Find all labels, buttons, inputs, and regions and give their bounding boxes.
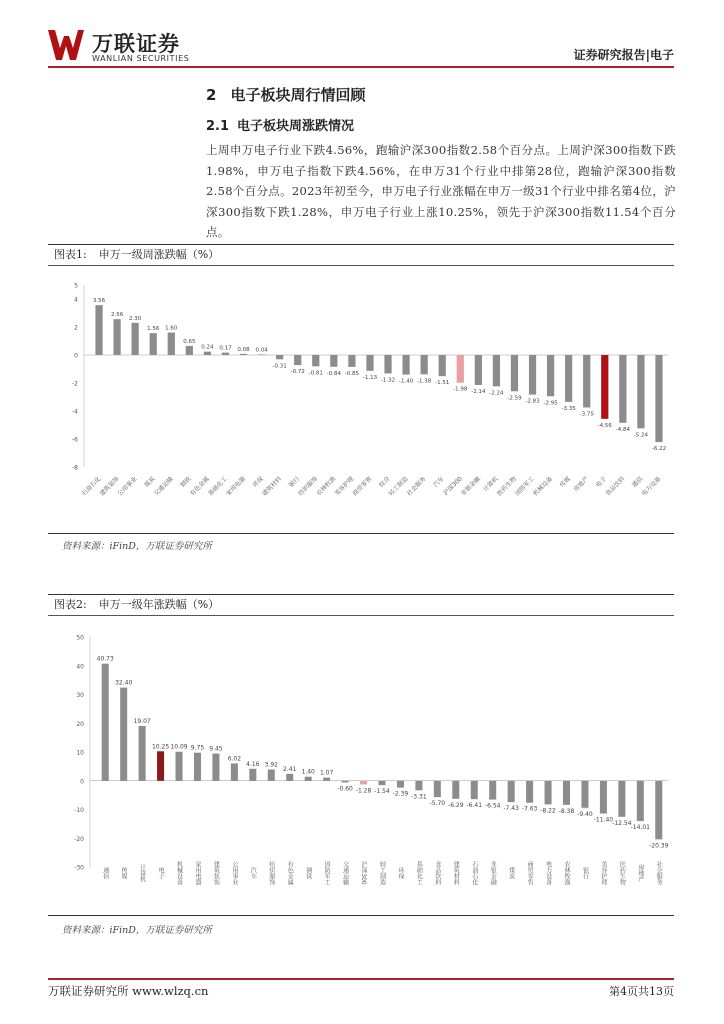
- category-label: 电子: [157, 867, 165, 879]
- bar: [132, 323, 139, 355]
- figure-1-source: 资料来源：iFinD，万联证券研究所: [62, 541, 212, 552]
- category-label: 机械设备: [532, 475, 555, 498]
- bar-value-label: -1.32: [380, 377, 396, 384]
- bar: [240, 354, 247, 355]
- bar: [212, 754, 219, 781]
- bar: [581, 781, 588, 808]
- category-label: 医药生物: [618, 861, 626, 885]
- category-label: 家用电器: [193, 861, 201, 885]
- bar: [294, 355, 301, 365]
- bar: [249, 769, 256, 781]
- bar-value-label: -4.56: [597, 422, 612, 429]
- bar-value-label: 3.92: [264, 761, 278, 769]
- y-tick-label: 0: [80, 778, 84, 786]
- bar-value-label: 19.07: [133, 717, 151, 725]
- document-type: 证券研究报告|电子: [573, 48, 674, 62]
- bar-value-label: 1.40: [301, 768, 315, 776]
- category-label: 农林牧渔: [315, 475, 338, 498]
- y-tick-label: 20: [76, 720, 84, 728]
- y-tick-label: -8: [72, 464, 78, 472]
- bar: [168, 333, 175, 355]
- bar: [511, 355, 518, 391]
- y-tick-label: -20: [74, 835, 84, 843]
- bar: [565, 355, 572, 402]
- figure-1: [48, 244, 674, 534]
- category-label: 非银金融: [459, 475, 482, 498]
- bar-value-label: 0.17: [219, 345, 232, 352]
- category-label: 传媒: [558, 475, 573, 489]
- bar-value-label: -4.84: [615, 426, 630, 433]
- category-label: 纺织服饰: [267, 861, 275, 885]
- bar-value-label: -1.28: [355, 787, 372, 795]
- category-label: 基础化工: [206, 475, 229, 498]
- bar: [258, 354, 265, 355]
- bar: [619, 355, 626, 423]
- bar: [305, 777, 312, 781]
- category-label: 石油石化: [80, 475, 103, 498]
- category-label: 电力设备: [544, 861, 552, 885]
- bar: [231, 763, 238, 780]
- bar: [508, 781, 515, 802]
- category-label: 汽车: [432, 475, 446, 489]
- y-tick-label: 2: [74, 324, 78, 332]
- bar-value-label: 2.30: [129, 315, 142, 322]
- bar-value-label: -6.22: [651, 446, 667, 453]
- category-label: 房地产: [572, 475, 591, 494]
- bar: [637, 355, 644, 428]
- bar-value-label: -8.22: [540, 807, 556, 815]
- category-label: 沪深300: [442, 475, 464, 497]
- y-tick-label: 10: [76, 749, 84, 757]
- bar: [452, 781, 459, 799]
- bar-value-label: 2.56: [110, 312, 124, 319]
- category-label: 医药生物: [495, 475, 518, 498]
- bar: [493, 355, 500, 386]
- bar-value-label: -6.29: [448, 801, 464, 809]
- bar-value-label: 0.65: [183, 338, 196, 345]
- bar-value-label: 3.56: [92, 298, 106, 305]
- bar: [286, 774, 293, 781]
- category-label: 煤炭: [507, 867, 515, 879]
- category-label: 银行: [287, 475, 302, 489]
- bar: [120, 688, 127, 781]
- category-label: 机械设备: [175, 861, 183, 885]
- figure-1-title: 申万一级周涨跌幅（%）: [98, 248, 220, 261]
- figure-2: [48, 594, 674, 916]
- section-number: 2: [206, 86, 217, 104]
- category-label: 建筑材料: [261, 475, 284, 498]
- bar: [471, 781, 478, 799]
- bar: [176, 752, 183, 781]
- bar-value-label: -1.40: [398, 378, 414, 385]
- bar: [563, 781, 570, 805]
- bar: [194, 753, 201, 781]
- bar-value-label: 0.24: [201, 344, 214, 351]
- bar-value-label: -5.70: [429, 800, 446, 808]
- page-header: [48, 28, 674, 70]
- y-tick-label: 0: [74, 352, 78, 360]
- footer-page-number: 第4页共13页: [609, 985, 674, 998]
- category-label: 传媒: [120, 867, 128, 879]
- figure-2-title-bar: [48, 595, 674, 616]
- bar-value-label: -2.83: [525, 398, 540, 405]
- body-paragraph: 上周申万电子行业下跌4.56%，跑输沪深300指数2.58个百分点。上周沪深300指数下跌1.98%，申万电子指数下跌4.56%，在申万31个行业中排第28位，跑输沪深300指数2.58个百分点。2023年初至今，申万电子行业涨幅在申万一级31个行业中排名第4位，沪深300指数下跌1.28%，申万电子行业上涨10.25%，领先于沪深300指数11.54个百分点。: [206, 143, 676, 239]
- category-label: 计算机: [482, 475, 500, 494]
- y-tick-label: 40: [76, 663, 84, 671]
- y-tick-label: 5: [74, 282, 78, 290]
- category-label: 综合: [377, 475, 392, 489]
- bar-value-label: -0.72: [290, 369, 305, 376]
- bar-value-label: 2.41: [283, 765, 297, 773]
- category-label: 社会服务: [655, 861, 663, 885]
- y-tick-label: -4: [72, 408, 78, 416]
- category-label: 商贸零售: [526, 861, 534, 885]
- y-tick-label: 30: [76, 692, 84, 699]
- bar-value-label: -9.40: [577, 810, 593, 818]
- bar-value-label: -3.31: [411, 793, 427, 801]
- bar-value-label: -2.59: [507, 395, 522, 402]
- bar: [421, 355, 428, 374]
- category-label: 钢铁: [304, 867, 312, 879]
- category-label: 基础化工: [415, 861, 423, 885]
- bar-value-label: -0.60: [337, 785, 353, 793]
- wanlian-logo-icon: [48, 30, 84, 60]
- bar-value-label: 9.75: [190, 744, 205, 752]
- bar-value-label: -2.39: [392, 790, 409, 798]
- bar-value-label: 9.45: [209, 745, 223, 753]
- footer-divider: [48, 978, 674, 980]
- bar-value-label: 32.40: [115, 679, 133, 687]
- category-label: 钢铁: [179, 475, 193, 489]
- category-label: 建筑装饰: [212, 861, 220, 885]
- y-tick-label: -2: [72, 380, 78, 388]
- bar: [526, 781, 533, 803]
- bar: [583, 355, 590, 408]
- bar-value-label: -0.85: [344, 370, 360, 377]
- bar: [402, 355, 409, 375]
- bar: [366, 355, 373, 371]
- bar: [439, 355, 446, 376]
- category-label: 非银金融: [489, 861, 497, 885]
- category-label: 公用事业: [116, 475, 139, 498]
- subsection-number: 2.1: [206, 119, 230, 134]
- bar-value-label: -5.24: [633, 432, 649, 439]
- bar-value-label: 1.60: [165, 325, 178, 332]
- bar: [312, 355, 319, 366]
- category-label: 有色金属: [286, 861, 294, 885]
- bar-value-label: -3.75: [579, 411, 594, 418]
- bar-value-label: -0.84: [326, 370, 341, 377]
- category-label: 美容护理: [599, 861, 607, 885]
- bar-value-label: -6.41: [466, 802, 483, 810]
- bar: [600, 781, 607, 814]
- bar-value-label: -8.38: [558, 807, 575, 815]
- bar-value-label: -11.40: [593, 816, 614, 824]
- bar: [655, 781, 662, 840]
- figure-1-title-bar: [48, 245, 674, 266]
- figure-2-title: 申万一级年涨跌幅（%）: [98, 598, 220, 611]
- category-label: 电子: [594, 475, 609, 489]
- bar: [268, 769, 275, 780]
- figure-2-source: 资料来源：iFinD，万联证券研究所: [62, 925, 212, 936]
- bar-value-label: -2.14: [471, 388, 486, 395]
- category-label: 煤炭: [143, 475, 157, 489]
- bar-value-label: -2.24: [489, 390, 504, 397]
- bar: [545, 781, 552, 805]
- category-label: 银行: [581, 867, 589, 879]
- bar-value-label: -1.98: [453, 386, 468, 393]
- category-label: 交通运输: [152, 475, 175, 498]
- bar: [348, 355, 355, 367]
- bar: [323, 778, 330, 781]
- category-label: 公用事业: [230, 861, 238, 885]
- bar: [150, 333, 157, 355]
- bar: [475, 355, 482, 385]
- logo-chinese-name: 万联证券: [92, 32, 180, 56]
- bar: [95, 305, 102, 355]
- bar-value-label: 10.25: [151, 743, 170, 751]
- category-label: 石油石化: [470, 861, 478, 885]
- category-label: 环保: [396, 867, 404, 879]
- bar: [102, 664, 109, 781]
- figure-2-label: 图表2:: [54, 598, 87, 611]
- subsection-title: [206, 115, 354, 134]
- bar: [529, 355, 536, 395]
- y-tick-label: -10: [74, 807, 84, 814]
- bar: [157, 751, 164, 780]
- category-label: 国防军工: [514, 475, 536, 498]
- category-label: 计算机: [138, 864, 146, 882]
- bar-value-label: 10.09: [170, 743, 188, 751]
- bar-value-label: -2.95: [543, 400, 558, 407]
- section-title-text: 电子板块周行情回顾: [230, 86, 366, 104]
- footer-website: 万联证券研究所 www.wlzq.cn: [48, 984, 209, 998]
- y-tick-label: -30: [74, 864, 84, 872]
- category-label: 交通运输: [341, 861, 349, 885]
- category-label: 纺织服饰: [297, 475, 320, 498]
- bar-value-label: 0.08: [237, 346, 250, 353]
- category-label: 有色金属: [188, 475, 211, 498]
- logo-english-name: WANLIAN SECURITIES: [92, 54, 190, 63]
- bar-value-label: -6.54: [484, 802, 501, 810]
- bar: [618, 781, 625, 817]
- category-label: 商贸零售: [351, 475, 374, 498]
- bar: [601, 355, 608, 419]
- category-label: 汽车: [249, 867, 257, 879]
- header-divider: [48, 66, 674, 68]
- bar: [330, 355, 337, 367]
- category-label: 通信: [630, 475, 645, 489]
- category-label: 社会服务: [405, 475, 428, 498]
- category-label: 建筑装饰: [98, 475, 121, 498]
- bar: [113, 319, 120, 355]
- category-label: 环保: [251, 475, 266, 489]
- weekly-change-chart: [48, 267, 674, 529]
- y-tick-label: 50: [76, 634, 84, 642]
- bar-value-label: 1.07: [319, 769, 334, 777]
- category-label: 轻工制造: [387, 475, 410, 498]
- bar: [139, 726, 146, 781]
- bar-value-label: 0.04: [255, 347, 268, 354]
- category-label: 国防军工: [323, 861, 331, 885]
- bar-value-label: 40.73: [96, 655, 114, 663]
- bar-value-label: -1.51: [435, 380, 450, 387]
- bar: [342, 781, 349, 783]
- figure-1-label: 图表1:: [54, 248, 87, 261]
- bar-value-label: -1.13: [362, 374, 378, 381]
- yearly-change-chart: [48, 617, 674, 911]
- category-label: 食品饮料: [433, 861, 441, 885]
- bar-value-label: 6.02: [227, 755, 242, 763]
- bar: [204, 352, 211, 355]
- subsection-title-text: 电子板块周涨跌情况: [237, 119, 355, 134]
- bar: [434, 781, 441, 797]
- bar-value-label: -1.38: [417, 378, 432, 385]
- bar: [415, 781, 422, 791]
- bar-value-label: -7.63: [521, 805, 538, 813]
- bar-value-label: 4.16: [246, 760, 260, 768]
- bar: [397, 781, 404, 788]
- y-tick-label: -6: [72, 436, 78, 444]
- bar: [384, 355, 391, 373]
- bar-value-label: -14.01: [630, 824, 650, 832]
- bar-value-label: -0.31: [272, 363, 287, 370]
- bar-value-label: -12.54: [612, 819, 632, 827]
- bar: [222, 353, 229, 355]
- category-label: 通信: [101, 867, 109, 879]
- bar: [360, 781, 367, 785]
- category-label: 沪深300: [360, 861, 368, 885]
- bar-value-label: -7.43: [503, 805, 519, 813]
- category-label: 美容护理: [333, 475, 356, 498]
- bar: [655, 355, 662, 442]
- bar: [378, 781, 385, 785]
- section-title: [206, 84, 365, 105]
- bar-value-label: 1.56: [147, 326, 160, 333]
- bar: [489, 781, 496, 800]
- bar: [457, 355, 464, 383]
- bar-value-label: -20.39: [649, 842, 669, 850]
- category-label: 农林牧渔: [563, 861, 571, 885]
- category-label: 食品饮料: [604, 475, 627, 498]
- bar: [547, 355, 554, 396]
- bar-value-label: -1.54: [374, 788, 390, 796]
- category-label: 房地产: [636, 864, 644, 882]
- y-tick-label: 4: [74, 296, 78, 304]
- bar: [276, 355, 283, 359]
- category-label: 电力设备: [640, 475, 663, 498]
- category-label: 轻工制造: [378, 861, 386, 885]
- category-label: 建筑材料: [452, 861, 460, 885]
- category-label: 家用电器: [225, 475, 247, 498]
- bar: [186, 346, 193, 355]
- bar: [637, 781, 644, 821]
- bar-value-label: -3.35: [561, 405, 576, 412]
- bar-value-label: -0.81: [308, 370, 323, 377]
